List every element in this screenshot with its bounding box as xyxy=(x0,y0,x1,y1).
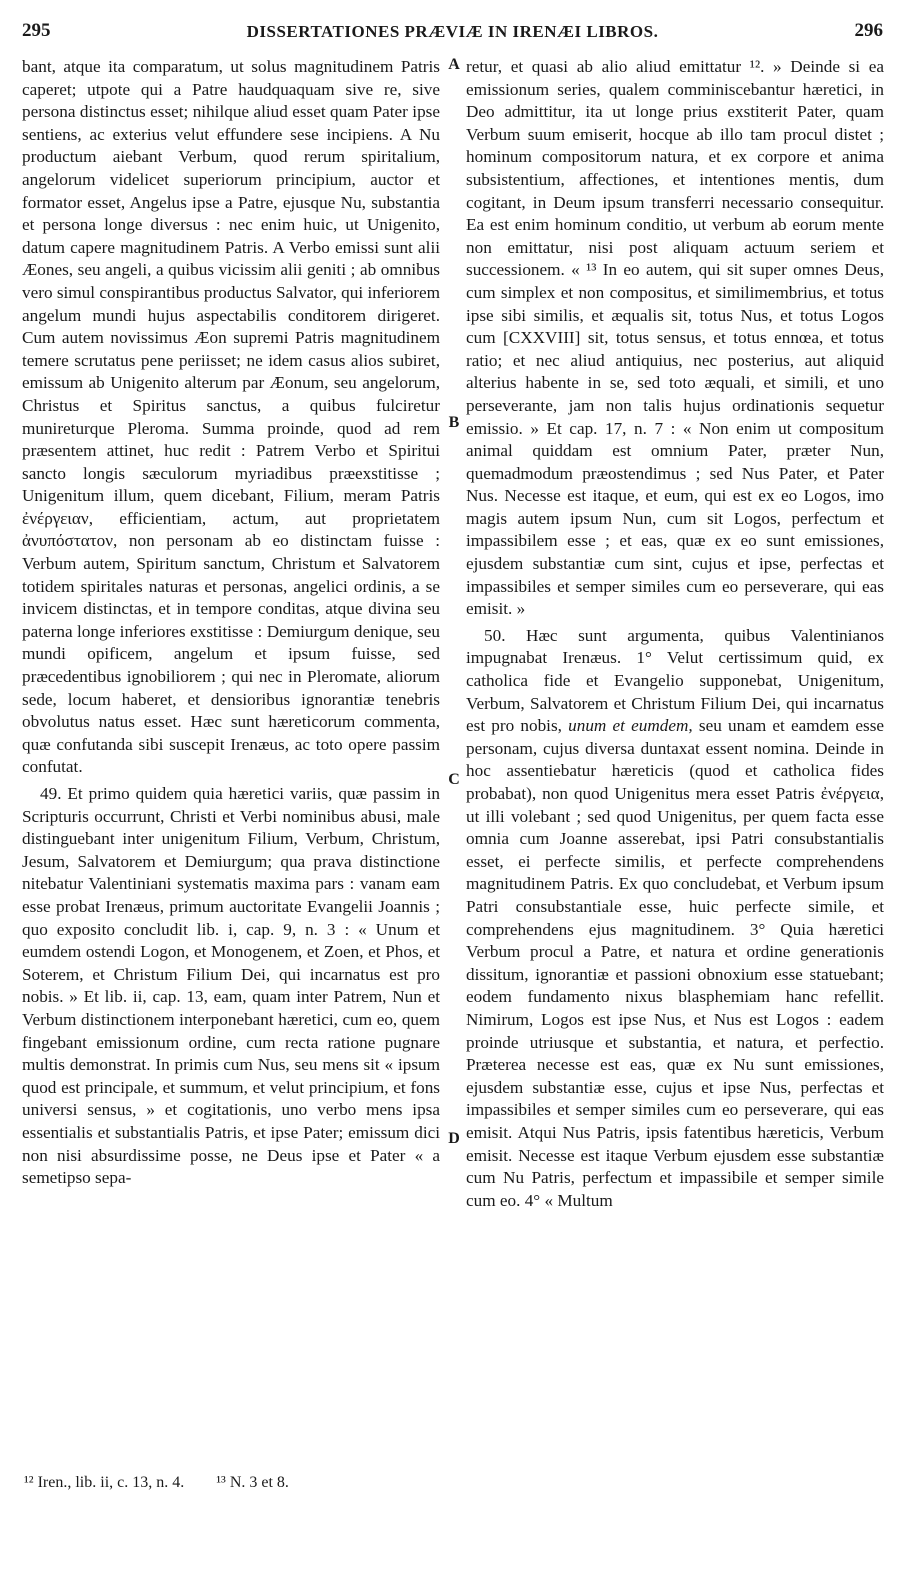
left-column xyxy=(22,56,440,1190)
paragraph-50-text-a: Hæc sunt argumenta, quibus Valentinianos impugnabat Irenæus. 1° Velut certissimum quid, ex catholica fide et Evangelio supponebat, Unigenitum, Verbum, Salvatorem et Christum Filium Dei, qui incarnatus est pro nobis, xyxy=(466,625,885,736)
margin-letter-a: A xyxy=(448,56,460,73)
paragraph-49 xyxy=(22,783,440,1190)
footnotes xyxy=(24,1474,317,1492)
paragraph-49-continuation: retur, et quasi ab alio aliud emittatur ¹². » Deinde si ea emissionum series, qualem comminiscebantur hæretici, in Deo admittitur, ita ut longe prius exstiterit Pater, quam Verbum suum emiserit, hocque ab illo tam procul distet ; hominum compositorum natura, et ex corpore et anima subsistentium, affectiones, et intentiones mentis, dum cogitant, in Deum ipsum transferri necessario consequitur. Ea est enim hominum conditio, ut verbum ab eorum mente non emittatur, nisi post aliquam actuum seriem et successionem. « ¹³ In eo autem, qui sit super omnes Deus, cum simplex et non compositus, et similimembrius, et totus ipse sibi similis, et æqualis sit, totus Nus, et totus Logos cum [CXXVIII] sit, totus sensus, et totus ennœa, et totus ratio; et nec aliud antiquius, nec posterius, aut aliquid alterius habente in se, sed toto æquali, et simili, et uno perseverante, jam non talis hujus ordinationis sequetur emissio. » Et cap. 17, n. 7 : « Non enim ut compositum animal quiddam est omnium Pater, præter Nun, quemadmodum præostendimus ; sed Nus Pater, et Pater Nus. Necesse est itaque, et eum, qui est ex eo Logos, imo magis autem ipsum Nun, cum sit Logos, perfectum et impassibilem esse ; et eas, quæ ex eo sunt emissiones, ejusdem substantiæ cum sint, cujus et ipse, perfectas et impassibiles et semper similes cum eo perseverare, qui eas emisit. » xyxy=(466,57,884,619)
margin-letter-c: C xyxy=(448,771,460,788)
page-number-right: 296 xyxy=(854,20,883,41)
section-number-50: 50. xyxy=(484,625,506,645)
paragraph-50-emphasis: unum et eumdem, xyxy=(568,716,693,736)
paragraph-49-text: Et primo quidem quia hæretici variis, quæ passim in Scripturis occurrunt, Christi et Verbi nominibus abusi, male distinguebant inter unigenitum Filium, Verbum, Christum, Jesum, Salvatorem et Demiurgum; qua prava distinctione nitebatur Valentiniani systematis maxima pars : vanam eam esse probat Irenæus, primum auctoritate Evangelii Joannis ; quo exposito concludit lib. i, cap. 9, n. 3 : « Unum et eumdem ostendi Logon, et Monogenem, et Zoen, et Phos, et Soterem, et Christum Filium Dei, qui incarnatus est pro nobis. » Et lib. ii, cap. 13, eam, quam inter Patrem, Nun et Verbum distinctionem interponebant hæretici, cum eo, quem fingebant emissionum ordine, cum recta ratione pugnare multis demonstrat. In primis cum Nus, seu mens sit « ipsum quod est principale, et summum, et velut principium, et fons universi sensus, » et cogitationis, uno verbo mens ipsa essentialis et substantialis Patris, et ipse Pater; emissum dici non nisi absurdissime posse, ne Deus ipse et Pater « a semetipso sepa- xyxy=(22,784,440,1188)
paragraph-48-continuation: bant, atque ita comparatum, ut solus magnitudinem Patris caperet; utpote qui a Patre haudquaquam sive re, sive persona distinctus esset; nihilque aliud esset quam Pater ipse sentiens, ac exterius velut effundere sese incipiens. A Nu productum aiebant Verbum, quod rerum spiritalium, angelorum videlicet superiorum principium, auctor et formator esset, Angelus ipse a Patre, ejusque Nu, substantia et persona longe diversus : nec enim huic, ut Unigenito, datum capere magnitudinem Patris. A Verbo emissi sunt alii Æones, seu angeli, a quibus vicissim alii geniti ; ab omnibus vero simul conspirantibus productus Salvator, qui inferiorem angelum mundi hujus aspectabilis conditorem dirigeret. Cum autem novissimus Æon supremi Patris magnitudinem temere scrutatus pene periisset; ne idem casus alios subiret, emissum ab Unigenito alterum par Æonum, seu angelorum, Christus et Spiritus sanctus, a quibus fulciretur munireturque Pleroma. Summa proinde, quod ad rem præsentem attinet, huc redit : Patrem Verbo et Spiritui sancto longis sæculorum myriadibus præexstitisse ; Unigenitum illum, quem dicebant, Filium, meram Patris ἐνέργειαν, efficientiam, actum, aut proprietatem ἀνυπόστατον, non personam ab eo distinctam fuisse : Verbum autem, Spiritum sanctum, Christum et Salvatorem totidem spiritales naturas et personas, angelici ordinis, a se invicem distinctas, et in tempore conditas, atque divina seu paterna longe inferiores exstitisse : Demiurgum denique, seu mundi opificem, angelum et ipsum fuisse, sed præcedentibus ignobiliorem ; qui nec in Pleromate, aliorum sede, locum haberet, et densioribus ignorantiæ tenebris obvolutus natus esset. Hæc sunt hæreticorum commenta, quæ confutanda sibi suscepit Irenæus, ac toto opere passim confutat. xyxy=(22,57,440,777)
page-number-left: 295 xyxy=(22,20,51,41)
running-title: DISSERTATIONES PRÆVIÆ IN IRENÆI LIBROS. xyxy=(246,22,659,41)
section-number-49: 49. xyxy=(40,784,62,803)
page-header xyxy=(22,20,883,54)
paragraph-50-text-b: seu unam et eamdem esse personam, cujus diversa duntaxat essent nomina. Deinde in hoc assentiebatur hæreticis (quod et catholica fides probabat), non quod Unigenitus mera esset Patris ἐνέργεια, ut illi volebant ; sed quod Unigenitus, per quem facta esse omnia cum Joanne asserebat, ipsi Patri consubstantialis esset, ei perfecte similis, et perfecte comprehendens magnitudinem Patris. Ex quo concludebat, et Verbum ipsum Patri consubstantiale esse, huic perfecte simile, et comprehendens ejus magnitudinem. 3° Quia hæretici Verbum procul a Patre, et natura et ordine generationis dissitum, ignorantiæ et passioni obnoxium esse statuebant; eodem fundamento nixus blasphemiam hanc refellit. Nimirum, Logos est ipse Nus, et Nus est Logos : eadem proinde utriusque et substantia, et natura, et perfectio. Præterea necesse est eas, quæ ex Nu sunt emissiones, ejusdem substantiæ esse, cujus et ipse Nus, perfectas et impassibiles et semper similes cum eo perseverare, qui eas emisit. Atqui Nus Patris, ipsis fatentibus hæreticis, Verbum emisit. Necesse est itaque Verbum ejusdem esse substantiæ cum Nu Patris, perfectum et impassibile et semper simile cum eo. 4° « Multum xyxy=(466,716,885,1210)
margin-letter-b: B xyxy=(448,414,460,431)
right-column xyxy=(466,56,884,1212)
footnote-13: ¹³ N. 3 et 8. xyxy=(216,1474,289,1491)
margin-letter-d: D xyxy=(448,1130,460,1147)
paragraph-50 xyxy=(466,625,884,1212)
footnote-12: ¹² Iren., lib. ii, c. 13, n. 4. xyxy=(24,1474,185,1491)
